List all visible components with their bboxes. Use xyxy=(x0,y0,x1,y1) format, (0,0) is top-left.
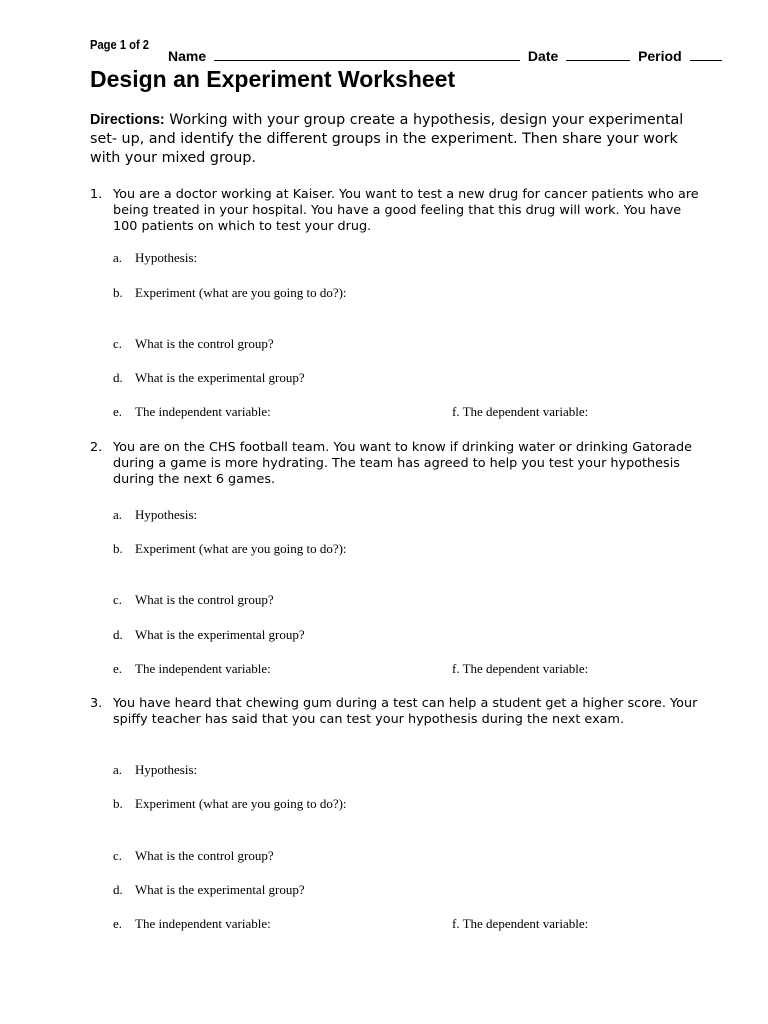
name-label: Name xyxy=(168,48,207,64)
item-independent-variable xyxy=(113,404,271,420)
item-letter: b. xyxy=(113,285,123,300)
item-label: The independent variable: xyxy=(135,916,271,931)
item-label: What is the control group? xyxy=(135,592,274,607)
item-control-group xyxy=(113,592,274,608)
item-experiment xyxy=(113,541,347,557)
item-label: The independent variable: xyxy=(135,661,271,676)
item-letter: b. xyxy=(113,541,123,556)
question-number: 3. xyxy=(90,696,103,711)
directions-label: Directions: xyxy=(90,112,165,128)
item-letter: c. xyxy=(113,848,123,863)
period-blank[interactable] xyxy=(690,47,722,61)
item-label: Hypothesis: xyxy=(135,762,198,777)
item-label: Experiment (what are you going to do?): xyxy=(135,541,347,556)
period-label: Period xyxy=(638,48,682,64)
item-dependent-variable: f. The dependent variable: xyxy=(452,661,589,676)
item-hypothesis xyxy=(113,250,197,266)
item-experiment xyxy=(113,285,347,301)
item-label: Experiment (what are you going to do?): xyxy=(135,285,347,300)
item-experimental-group xyxy=(113,627,305,643)
item-letter: d. xyxy=(113,627,123,642)
item-independent-variable xyxy=(113,661,271,677)
worksheet-title: Design an Experiment Worksheet xyxy=(90,66,456,92)
item-label: Hypothesis: xyxy=(135,250,198,265)
item-letter: e. xyxy=(113,404,123,419)
item-letter: c. xyxy=(113,592,123,607)
item-experiment xyxy=(113,796,347,812)
item-hypothesis xyxy=(113,762,197,778)
item-label: What is the experimental group? xyxy=(135,882,305,897)
item-letter: c. xyxy=(113,336,123,351)
directions-paragraph xyxy=(90,111,700,168)
name-blank[interactable] xyxy=(214,47,520,61)
item-letter: d. xyxy=(113,882,123,897)
question-number: 1. xyxy=(90,187,103,202)
date-label: Date xyxy=(527,48,559,64)
item-letter: d. xyxy=(113,370,123,385)
item-label: What is the experimental group? xyxy=(135,627,305,642)
header-fields xyxy=(168,47,708,64)
question-text: You are on the CHS football team. You want to know if drinking water or drinking Gatorade during a game is more hydrating. The team has agreed to help you test your hypothesis during the next 6 games. xyxy=(113,440,692,487)
directions-text: Working with your group create a hypothesis, design your experimental set- up, and identify the different groups in the experiment. Then share your work with your mixed group. xyxy=(90,112,684,166)
item-letter: a. xyxy=(113,507,123,522)
question-text: You are a doctor working at Kaiser. You want to test a new drug for cancer patients who are being treated in your hospital. You have a good feeling that this drug will work. You have 100 patients on which to test your drug. xyxy=(113,187,699,234)
item-letter: e. xyxy=(113,661,123,676)
item-dependent-variable: f. The dependent variable: xyxy=(452,916,589,931)
question-number: 2. xyxy=(90,440,103,455)
question-text: You have heard that chewing gum during a test can help a student get a higher score. Your spiffy teacher has said that you can test your hypothesis during the next exam. xyxy=(113,696,698,727)
page-number-label: Page 1 of 2 xyxy=(90,37,150,52)
item-letter: a. xyxy=(113,762,123,777)
item-label: What is the control group? xyxy=(135,336,274,351)
item-label: What is the control group? xyxy=(135,848,274,863)
item-letter: b. xyxy=(113,796,123,811)
item-letter: a. xyxy=(113,250,123,265)
date-blank[interactable] xyxy=(566,47,630,61)
item-experimental-group xyxy=(113,882,305,898)
item-control-group xyxy=(113,848,274,864)
item-letter: e. xyxy=(113,916,123,931)
item-experimental-group xyxy=(113,370,305,386)
item-dependent-variable: f. The dependent variable: xyxy=(452,404,589,419)
item-control-group xyxy=(113,336,274,352)
item-label: Experiment (what are you going to do?): xyxy=(135,796,347,811)
item-label: Hypothesis: xyxy=(135,507,198,522)
item-label: What is the experimental group? xyxy=(135,370,305,385)
item-hypothesis xyxy=(113,507,197,523)
item-independent-variable xyxy=(113,916,271,932)
item-label: The independent variable: xyxy=(135,404,271,419)
